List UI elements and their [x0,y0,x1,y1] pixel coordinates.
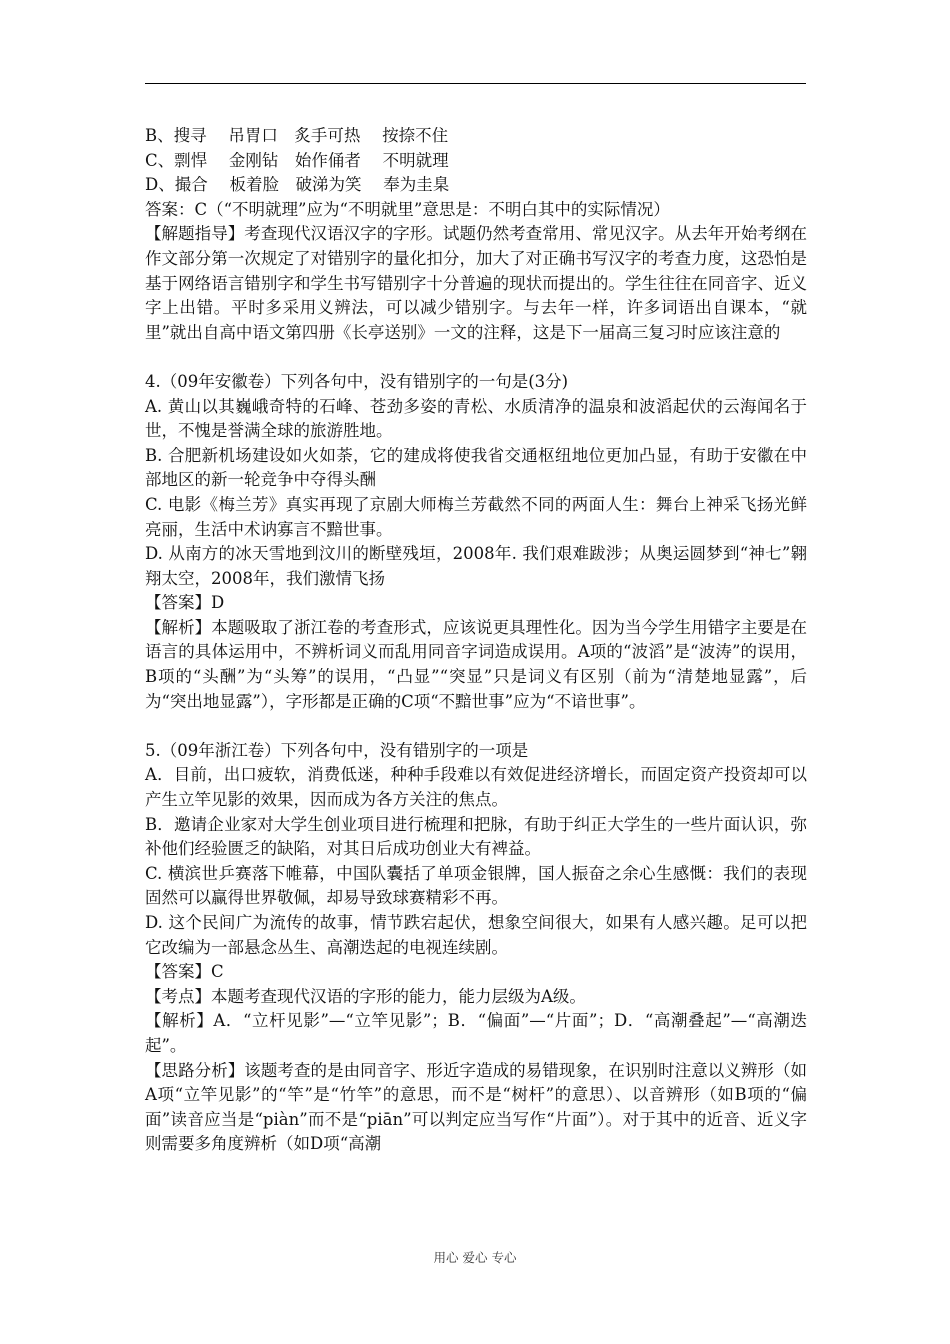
q5-option-a: A．目前，出口疲软，消费低迷，种种手段难以有效促进经济增长，而固定资产投资却可以产生立竿见影的效果，因而成为各方关注的焦点。 [145,765,807,810]
question-5-title: 5.（09年浙江卷）下列各句中，没有错别字的一项是 [145,740,529,760]
guidance-paragraph: 【解题指导】考查现代汉语汉字的字形。试题仍然考查常用、常见汉字。从去年开始考纲在作文部分第一次规定了对错别字的量化扣分，加大了对正确书写汉字的考查力度，这恐怕是基于网络语言错别字和学生书写错别字十分普遍的现状而提出的。学生往往在同音字、近义字上出错。平时多采用义辨法，可以减少错别字。与去年一样，许多词语出自课本，“就里”就出自高中语文第四册《长亭送别》一文的注释，这是下一届高三复习时应该注意的 [145,224,807,342]
answer-line: 答案：C（“不明就理”应为“不明就里”意思是：不明白其中的实际情况） [145,199,670,219]
q4-option-a: A. 黄山以其巍峨奇特的石峰、苍劲多姿的青松、水质清净的温泉和波滔起伏的云海闻名于世，不愧是誉满全球的旅游胜地。 [145,396,807,441]
q4-answer: 【答案】D [145,593,225,613]
header-rule [145,83,806,84]
q4-option-c: C. 电影《梅兰芳》真实再现了京剧大师梅兰芳截然不同的两面人生：舞台上神采飞扬光鲜亮丽，生活中术讷寡言不黯世事。 [145,494,807,539]
page-footer: 用心 爱心 专心 [433,1250,517,1265]
q5-reasoning: 【思路分析】该题考查的是由同音字、形近字造成的易错现象，在识别时注意以义辨形（如A项“立竿见影”的“竿”是“竹竿”的意思，而不是“树杆”的意思）、以音辨形（如B项的“偏面”读音应当是“piàn”而不是“piān”可以判定应当写作“片面”）。对于其中的近音、近义字则需要多角度辨析（如D项“高潮 [145,1060,807,1154]
q5-analysis: 【解析】A．“立杆见影”—“立竿见影”；B．“偏面”—“片面”；D．“高潮叠起”—“高潮迭起”。 [145,1011,807,1055]
option-d-line: D、撮合 板着脸 破涕为笑 奉为圭臬 [145,175,450,195]
q5-option-d: D. 这个民间广为流传的故事，情节跌宕起伏，想象空间很大，如果有人感兴趣。足可以把它改编为一部悬念丛生、高潮迭起的电视连续剧。 [145,913,807,957]
q4-analysis: 【解析】本题吸取了浙江卷的考查形式，应该说更具理性化。因为当今学生用错字主要是在语言的具体运用中，不辨析词义而乱用同音字词造成误用。A项的“波滔”是“波涛”的误用，B项的“头酬”为“头筹”的误用，“凸显”“突显”只是词义有区别（前为“清楚地显露”，后为“突出地显露”），字形都是正确的C项“不黯世事”应为“不谙世事”。 [145,617,807,711]
blank-line [145,714,807,739]
q5-option-b: B．邀请企业家对大学生创业项目进行梳理和把脉，有助于纠正大学生的一些片面认识，弥补他们经验匮乏的缺陷，对其日后成功创业大有裨益。 [145,814,807,859]
q5-answer: 【答案】C [145,962,224,982]
q4-option-d: D. 从南方的冰天雪地到汶川的断壁残垣，2008年. 我们艰难跋涉；从奥运圆梦到“神七”翱翔太空，2008年，我们激情飞扬 [145,544,807,588]
option-c-line: C、剽悍 金刚钻 始作俑者 不明就理 [145,150,449,170]
q5-test-point: 【考点】本题考查现代汉语的字形的能力，能力层级为A级。 [145,986,586,1006]
q4-option-b: B. 合肥新机场建设如火如荼，它的建成将使我省交通枢纽地位更加凸显，有助于安徽在中部地区的新一轮竞争中夺得头酬 [145,445,807,490]
document-body [145,124,807,1157]
option-b-line: B、搜寻 吊胃口 炙手可热 按捺不住 [145,126,449,145]
q5-option-c: C. 横滨世乒赛落下帷幕，中国队囊括了单项金银牌，国人振奋之余心生感慨：我们的表现固然可以赢得世界敬佩，却易导致球赛精彩不再。 [145,863,807,908]
blank-line [145,345,807,370]
question-4-title: 4.（09年安徽卷）下列各句中，没有错别字的一句是(3分) [145,371,569,391]
